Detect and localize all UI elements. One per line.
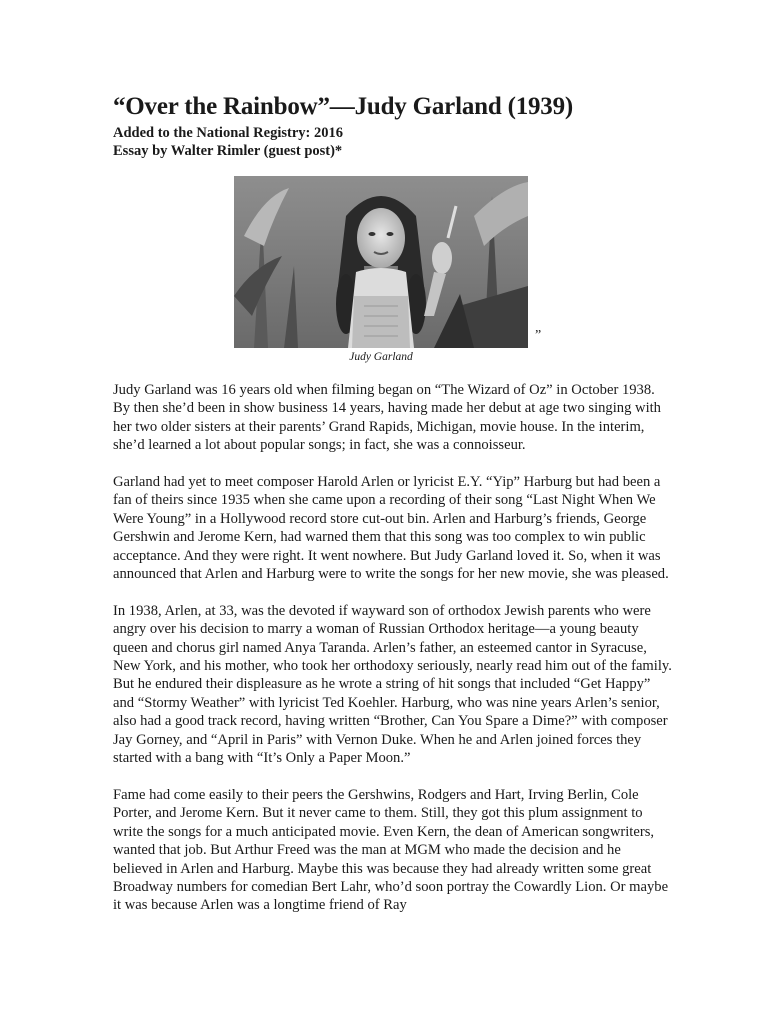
registry-line: Added to the National Registry: 2016 (113, 125, 343, 141)
figure-caption: Judy Garland (349, 351, 413, 363)
page-title: “Over the Rainbow”—Judy Garland (1939) (113, 93, 574, 120)
byline: Essay by Walter Rimler (guest post)* (113, 143, 343, 159)
paragraph: In 1938, Arlen, at 33, was the devoted if wayward son of orthodox Jewish parents who were angry over his decision to marry a woman of Russian Orthodox heritage—a young beauty queen and chorus girl named Anya Taranda. Arlen’s father, an esteemed cantor in Syracuse, New York, and his mother, who took her orthodoxy seriously, nearly read him out of the family. But he endured their displeasure as he wrote a string of hit songs that included “Get Happy” and “Stormy Weather” with lyricist Ted Koehler. Harburg, who was nine years Arlen’s senior, also had a good track record, having written “Brother, Can You Spare a Dime?” with composer Jay Gorney, and “April in Paris” with Vernon Duke. When he and Arlen joined forces they started with a bang with “It’s Only a Paper Moon.” (113, 602, 672, 767)
paragraph: Garland had yet to meet composer Harold Arlen or lyricist E.Y. “Yip” Harburg but had been a fan of theirs since 1935 when she came upon a recording of their song “Last Night When We Were Young” in a Hollywood record store cut-out bin. Arlen and Harburg’s friends, George Gershwin and Jerome Kern, had warned them that this song was too complex to win public acceptance. And they were right. It went nowhere. But Judy Garland loved it. So, when it was announced that Arlen and Harburg were to write the songs for her new movie, she was pleased. (113, 474, 669, 583)
article-body (113, 381, 673, 933)
paragraph: Fame had come easily to their peers the Gershwins, Rodgers and Hart, Irving Berlin, Cole Porter, and Jerome Kern. But it never came to them. Still, they got this plum assignment to write the songs for a much anticipated movie. Even Kern, the dean of American songwriters, wanted that job. But Arthur Freed was the man at MGM who made the decision and he believed in Arlen and Harburg. Maybe this was because they had already written some great Broadway numbers for comedian Bert Lahr, who’d soon portray the Cowardly Lion. Or maybe it was because Arlen was a longtime friend of Ray (113, 786, 669, 914)
stray-quote-mark: ” (535, 328, 542, 343)
judy-garland-photo (234, 176, 528, 348)
document-page (113, 92, 673, 914)
figure (234, 176, 542, 363)
paragraph: Judy Garland was 16 years old when filming began on “The Wizard of Oz” in October 1938. By then she’d been in show business 14 years, having made her debut at age two singing with her two older sisters at their parents’ Grand Rapids, Michigan, movie house. In the interim, she’d learned a lot about popular songs; in fact, she was a connoisseur. (113, 382, 661, 454)
